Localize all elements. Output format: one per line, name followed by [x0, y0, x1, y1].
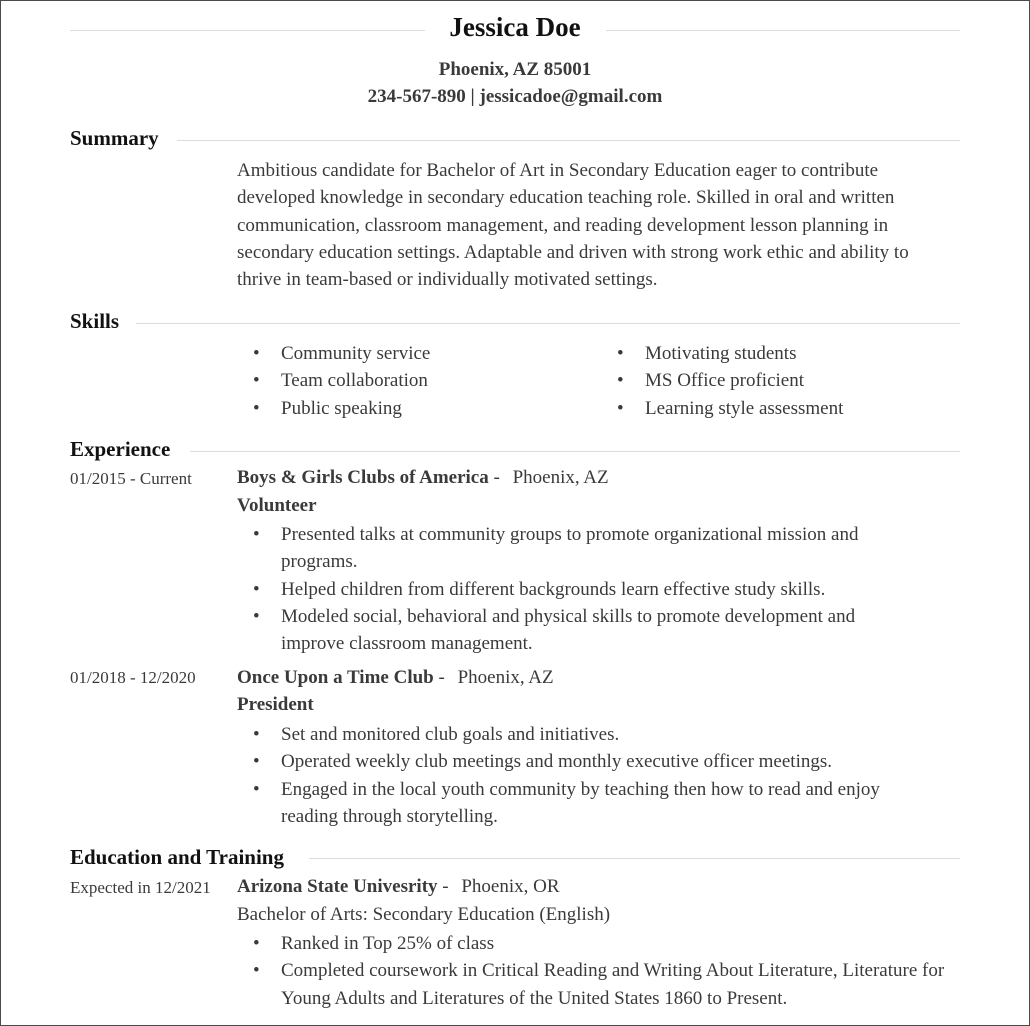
education-bullet: • Ranked in Top 25% of class: [237, 930, 957, 957]
skill-item: • Community service: [237, 340, 430, 367]
education-bullet: • Completed coursework in Critical Reading and Writing About Literature, Literature for Young Adults and Literatures of the United States 1860 to Present.: [237, 957, 957, 1012]
job-location: Phoenix, AZ: [512, 467, 609, 488]
education-dates: Expected in 12/2021: [70, 878, 211, 897]
job-separator: -: [488, 467, 505, 488]
job-header: [237, 667, 554, 689]
skill-item: • Team collaboration: [237, 367, 430, 394]
job-bullets: [237, 721, 937, 830]
degree: Bachelor of Arts: Secondary Education (English): [237, 904, 611, 925]
job-bullet: • Modeled social, behavioral and physical skills to promote development and improve classroom management.: [237, 603, 917, 658]
school-location: Phoenix, OR: [461, 876, 560, 897]
skill-item: • Public speaking: [237, 395, 430, 422]
summary-heading: Summary: [70, 126, 159, 150]
summary-rule: [177, 140, 960, 141]
skills-rule: [136, 323, 960, 324]
skills-list-right: [601, 340, 843, 422]
job-bullet: • Engaged in the local youth community by teaching then how to read and enjoy reading through storytelling.: [237, 776, 937, 831]
job-dates: 01/2018 - 12/2020: [70, 668, 196, 687]
education-header: [237, 876, 560, 898]
job-bullet: • Operated weekly club meetings and monthly executive officer meetings.: [237, 748, 937, 775]
skill-item: • Motivating students: [601, 340, 843, 367]
job-location: Phoenix, AZ: [457, 667, 554, 688]
skill-item: • Learning style assessment: [601, 395, 843, 422]
skills-heading: Skills: [70, 309, 120, 333]
summary-text: Ambitious candidate for Bachelor of Art in Secondary Education eager to contribute developed knowledge in secondary education teaching role. Skilled in oral and written communication, classroom management, and reading development lesson planning in secondary education settings. Adaptable and driven with strong work ethic and ability to thrive in team-based or individually motivated settings.: [237, 160, 909, 291]
job-role: Volunteer: [237, 495, 317, 516]
job-dates: 01/2015 - Current: [70, 469, 192, 488]
school-name: Arizona State Univesrity: [237, 876, 438, 897]
experience-rule: [190, 451, 960, 452]
address: Phoenix, AZ 85001: [438, 59, 592, 80]
job-bullet: • Set and monitored club goals and initiatives.: [237, 721, 937, 748]
job-separator: -: [433, 667, 450, 688]
school-separator: -: [437, 876, 454, 897]
job-bullet: • Helped children from different backgrounds learn effective study skills.: [237, 576, 917, 603]
education-bullets: [237, 930, 957, 1012]
education-heading: Education and Training: [70, 845, 284, 869]
job-bullets: [237, 521, 917, 657]
job-organization: Once Upon a Time Club: [237, 667, 434, 688]
job-role: President: [237, 694, 314, 715]
job-bullet: • Presented talks at community groups to promote organizational mission and programs.: [237, 521, 917, 576]
job-organization: Boys & Girls Clubs of America: [237, 467, 489, 488]
education-rule: [309, 858, 960, 859]
contact-line: 234-567-890 | jessicadoe@gmail.com: [367, 86, 663, 107]
job-header: [237, 467, 609, 489]
experience-heading: Experience: [70, 437, 171, 461]
skill-item: • MS Office proficient: [601, 367, 843, 394]
skills-list-left: [237, 340, 430, 422]
candidate-name: Jessica Doe: [449, 12, 581, 42]
